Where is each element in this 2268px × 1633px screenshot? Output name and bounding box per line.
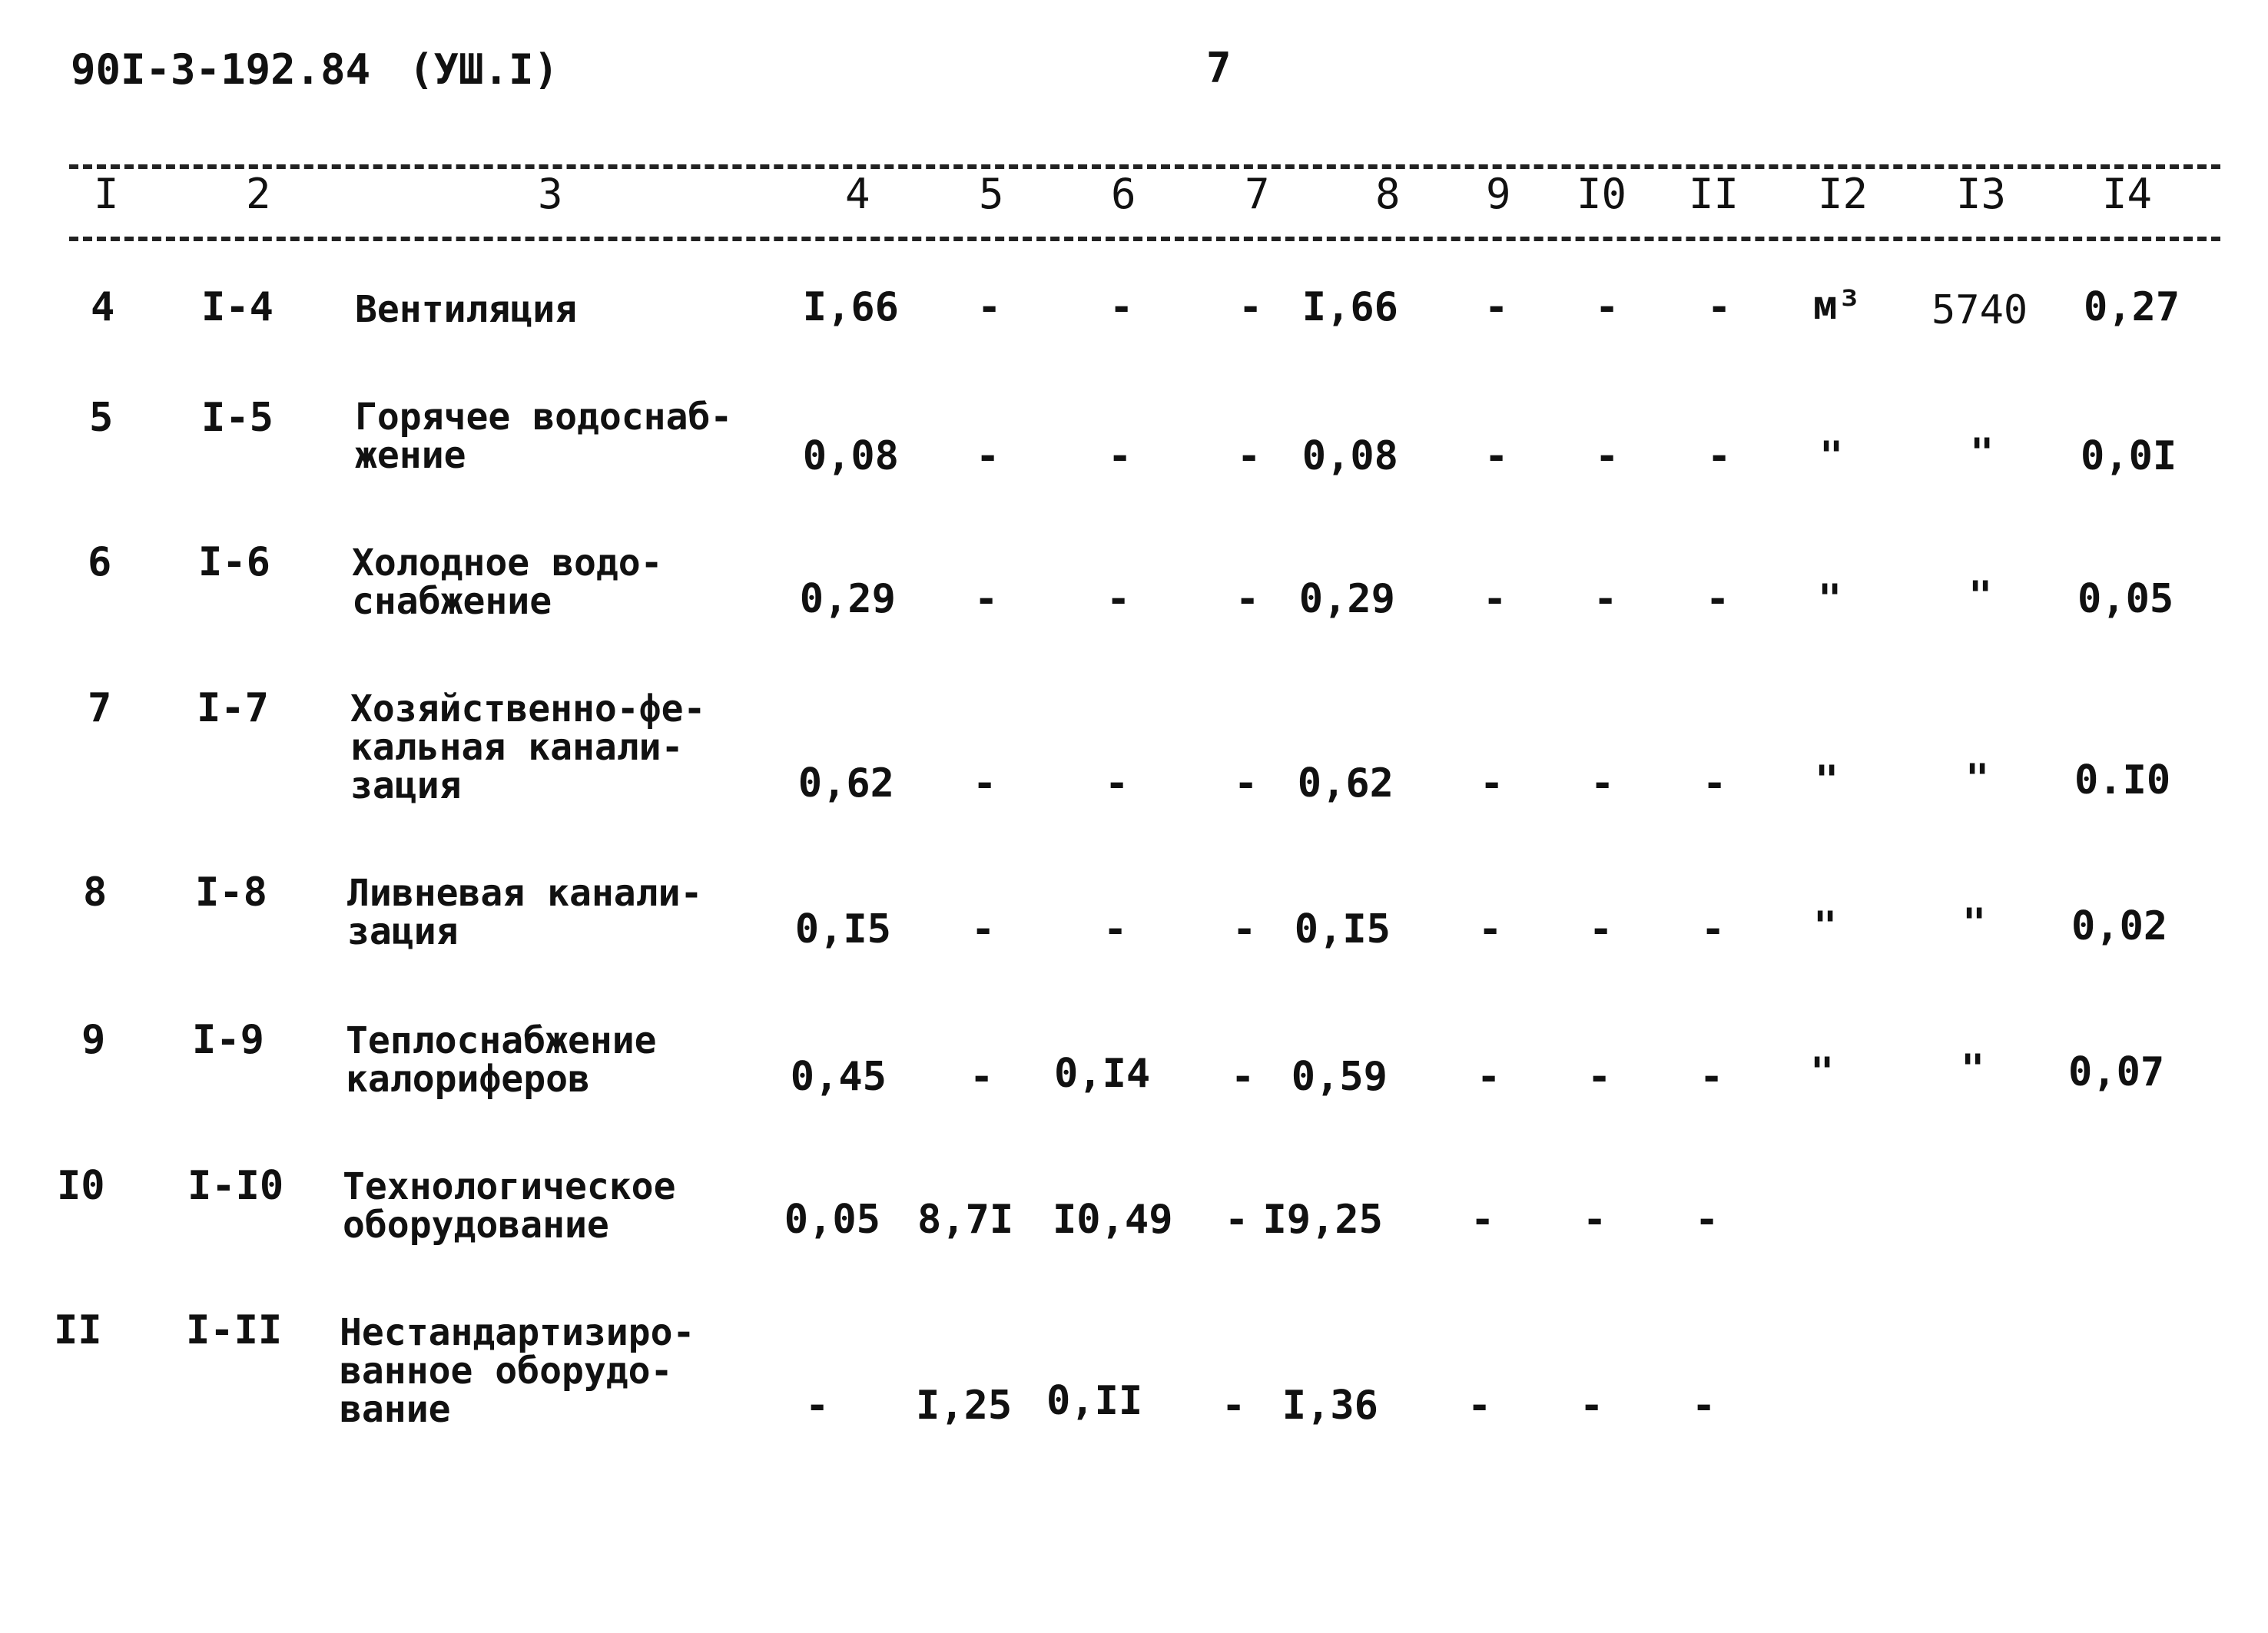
cell-col7: -: [1225, 1197, 1249, 1243]
row-name: Ливневая канали- зация: [347, 872, 703, 953]
cell-col5: I,25: [916, 1383, 1013, 1429]
cell-col4: 0,29: [799, 576, 896, 622]
cell-col5: -: [976, 433, 1000, 479]
cell-col11: -: [1703, 760, 1727, 807]
cell-col9: -: [1484, 284, 1509, 330]
cell-col12: ": [1810, 1049, 1835, 1095]
cell-col10: -: [1589, 906, 1613, 952]
column-header: 9: [1486, 170, 1511, 218]
cell-col7: -: [1237, 433, 1262, 479]
cell-col9: -: [1484, 433, 1509, 479]
column-header: 4: [845, 170, 870, 218]
row-number: I0: [57, 1163, 105, 1209]
cell-col4: 0,62: [797, 760, 894, 807]
cell-col12: ": [1815, 757, 1839, 803]
cell-col10: -: [1587, 1054, 1612, 1100]
cell-col12: ": [1818, 576, 1842, 622]
cell-col8: 0,I5: [1294, 906, 1391, 952]
cell-col10: -: [1580, 1383, 1604, 1429]
cell-col8: 0,08: [1301, 433, 1398, 479]
row-code: I-8: [195, 869, 267, 916]
column-header: 3: [538, 170, 563, 218]
row-name: Холодное водо- снабжение: [352, 542, 663, 623]
column-header: 8: [1375, 170, 1401, 218]
row-name: Теплоснабжение калориферов: [346, 1019, 657, 1101]
table-top-rule: [69, 164, 2220, 169]
cell-col13: ": [1968, 573, 1993, 619]
row-number: 7: [88, 685, 112, 731]
column-header: 5: [979, 170, 1004, 218]
cell-col9: -: [1467, 1383, 1492, 1429]
row-code: I-I0: [187, 1163, 284, 1209]
cell-col11: -: [1707, 433, 1732, 479]
cell-col4: -: [805, 1383, 830, 1429]
cell-col11: -: [1695, 1197, 1719, 1243]
document-code: 90I-3-192.84: [71, 45, 371, 94]
cell-col14: 0,07: [2068, 1049, 2165, 1095]
cell-col7: -: [1222, 1383, 1246, 1429]
cell-col4: 0,08: [802, 433, 899, 479]
section-label: (УШ.I): [409, 45, 559, 94]
row-name: Хозяйственно-фе- кальная канали- зация: [350, 687, 706, 807]
cell-col11: -: [1707, 284, 1732, 330]
cell-col4: I,66: [802, 284, 899, 330]
cell-col6: -: [1103, 906, 1128, 952]
cell-col10: -: [1593, 576, 1618, 622]
cell-col4: 0,I5: [794, 906, 891, 952]
cell-col11: -: [1701, 906, 1726, 952]
cell-col6: 0,I4: [1054, 1051, 1151, 1097]
row-name: Технологическое оборудование: [343, 1165, 676, 1247]
row-number: 9: [81, 1017, 106, 1063]
cell-col14: 0,02: [2071, 903, 2168, 949]
table-header-rule: [69, 237, 2220, 241]
cell-col6: I0,49: [1053, 1197, 1173, 1243]
row-code: I-II: [186, 1307, 283, 1353]
cell-col8: I,36: [1282, 1383, 1378, 1429]
cell-col10: -: [1590, 760, 1615, 807]
row-number: 8: [83, 869, 108, 916]
cell-col12: ": [1819, 433, 1844, 479]
cell-col14: 0,05: [2077, 576, 2174, 622]
column-header: II: [1689, 170, 1739, 218]
cell-col5: -: [970, 1054, 994, 1100]
column-header: I0: [1577, 170, 1627, 218]
cell-col5: -: [977, 284, 1002, 330]
cell-col5: -: [973, 760, 997, 807]
row-name: Горячее водоснаб- жение: [355, 396, 733, 477]
cell-col12: м³: [1813, 283, 1862, 329]
cell-col6: -: [1105, 760, 1129, 807]
column-header: I: [94, 170, 119, 218]
cell-col6: -: [1109, 284, 1134, 330]
column-header: 7: [1245, 170, 1270, 218]
cell-col9: -: [1483, 576, 1507, 622]
cell-col8: 0,62: [1297, 760, 1394, 807]
cell-col7: -: [1234, 760, 1258, 807]
row-number: 6: [88, 539, 112, 585]
cell-col5: -: [974, 576, 999, 622]
cell-col10: -: [1583, 1197, 1607, 1243]
cell-col11: -: [1692, 1383, 1716, 1429]
column-header: I2: [1818, 170, 1868, 218]
cell-col7: -: [1232, 906, 1257, 952]
cell-col13: 5740: [1931, 287, 2028, 333]
cell-col9: -: [1477, 1054, 1501, 1100]
column-header: 2: [246, 170, 271, 218]
row-number: II: [54, 1307, 102, 1353]
cell-col12: ": [1813, 903, 1838, 949]
row-code: I-4: [201, 284, 274, 330]
cell-col10: -: [1595, 284, 1620, 330]
row-code: I-7: [197, 685, 269, 731]
cell-col9: -: [1478, 906, 1503, 952]
cell-col7: -: [1235, 576, 1260, 622]
cell-col13: ": [1970, 430, 1994, 476]
row-code: I-9: [192, 1017, 264, 1063]
cell-col6: -: [1106, 576, 1131, 622]
cell-col11: -: [1706, 576, 1730, 622]
cell-col13: ": [1965, 756, 1990, 802]
column-header: I4: [2102, 170, 2153, 218]
cell-col10: -: [1595, 433, 1620, 479]
cell-col5: -: [971, 906, 996, 952]
cell-col7: -: [1231, 1054, 1255, 1100]
page-number: 7: [1206, 44, 1232, 92]
cell-col4: 0,45: [790, 1054, 887, 1100]
cell-col8: I9,25: [1262, 1197, 1383, 1243]
cell-col14: 0.I0: [2074, 757, 2171, 803]
cell-col13: ": [1961, 1046, 1985, 1092]
cell-col5: 8,7I: [917, 1197, 1014, 1243]
cell-col8: 0,29: [1298, 576, 1395, 622]
cell-col6: 0,II: [1046, 1378, 1143, 1424]
cell-col14: 0,0I: [2081, 433, 2177, 479]
row-number: 4: [91, 284, 115, 330]
cell-col11: -: [1699, 1054, 1724, 1100]
cell-col14: 0,27: [2084, 284, 2180, 330]
cell-col4: 0,05: [784, 1197, 880, 1243]
row-name: Вентиляция: [355, 288, 577, 331]
cell-col9: -: [1480, 760, 1504, 807]
cell-col7: -: [1238, 284, 1263, 330]
row-name: Нестандартизиро- ванное оборудо- вание: [340, 1311, 695, 1431]
row-code: I-6: [198, 539, 270, 585]
column-header: 6: [1111, 170, 1136, 218]
cell-col13: ": [1962, 900, 1987, 946]
row-code: I-5: [201, 395, 274, 441]
cell-col8: I,66: [1301, 284, 1398, 330]
column-header: I3: [1956, 170, 2007, 218]
cell-col8: 0,59: [1291, 1054, 1388, 1100]
cell-col9: -: [1471, 1197, 1495, 1243]
cell-col6: -: [1108, 433, 1132, 479]
row-number: 5: [89, 395, 114, 441]
